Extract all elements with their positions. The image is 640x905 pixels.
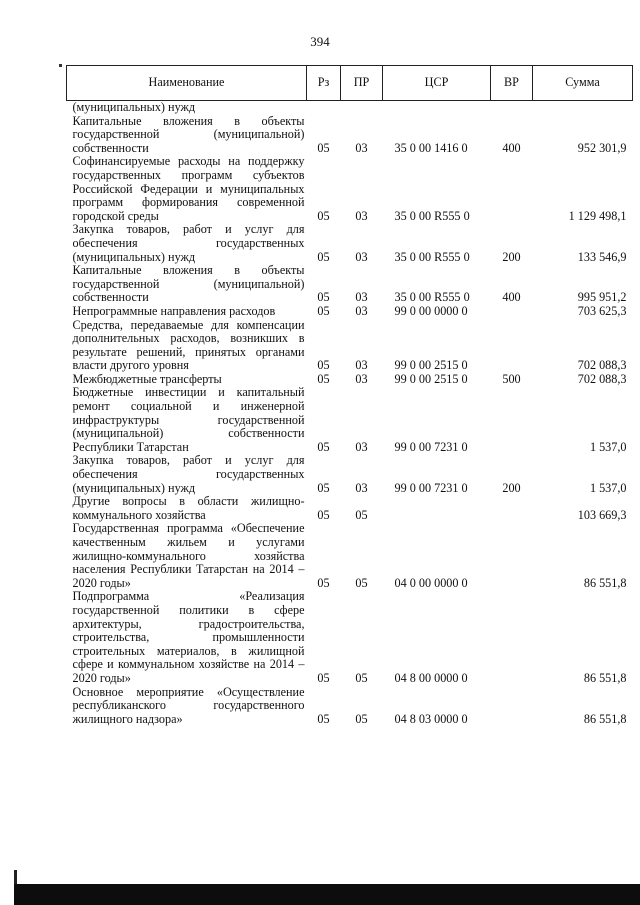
header-rz: Рз (307, 66, 341, 101)
cell-name: Софинансируемые расходы на поддержку государственных программ субъектов Российской Федерации и муниципальных программ формирования современной городской среды (72, 154, 305, 223)
table-row (67, 264, 633, 305)
cell-pr: 03 (355, 140, 368, 155)
cell-csr: 35 0 00 R555 0 (394, 290, 470, 305)
cell-rz: 05 (317, 249, 330, 264)
table-row (67, 495, 633, 522)
cell-rz (307, 101, 341, 115)
cell-csr: 04 0 00 0000 0 (394, 575, 468, 590)
cell-csr: 35 0 00 R555 0 (394, 249, 470, 264)
cell-name: Основное мероприятие «Осуществление республиканского государственного жилищного надзора» (72, 684, 305, 726)
cell-name: (муниципальных) нужд (72, 100, 196, 114)
cell-name: Бюджетные инвестиции и капитальный ремонт социальной и инженерной инфраструктуры государственной (муниципальной) собственности Республики Татарстан (72, 385, 305, 454)
scan-edge (14, 870, 17, 884)
cell-rz: 05 (317, 371, 330, 386)
cell-name: Капитальные вложения в объекты государственной (муниципальной) собственности (72, 263, 305, 305)
cell-csr: 35 0 00 R555 0 (394, 208, 470, 223)
cell-sum (533, 101, 633, 115)
cell-sum: 86 551,8 (583, 575, 627, 590)
cell-sum: 1 129 498,1 (568, 208, 627, 223)
cell-rz: 05 (317, 480, 330, 495)
table-row (67, 101, 633, 115)
cell-pr: 03 (355, 480, 368, 495)
cell-vr: 200 (502, 249, 521, 264)
cell-csr: 99 0 00 2515 0 (394, 371, 468, 386)
cell-rz: 05 (317, 208, 330, 223)
cell-rz: 05 (317, 140, 330, 155)
table-row (67, 305, 633, 319)
cell-rz: 05 (317, 711, 330, 726)
cell-sum: 702 088,3 (577, 358, 627, 373)
cell-pr (341, 101, 383, 115)
cell-pr: 03 (355, 439, 368, 454)
cell-vr (491, 155, 533, 223)
cell-vr (491, 590, 533, 685)
cell-vr (491, 319, 533, 373)
cell-csr: 99 0 00 7231 0 (394, 480, 468, 495)
table-row (67, 373, 633, 387)
cell-name: Капитальные вложения в объекты государственной (муниципальной) собственности (72, 113, 305, 155)
budget-table (66, 65, 633, 726)
cell-pr: 03 (355, 208, 368, 223)
cell-vr (491, 386, 533, 454)
cell-csr: 35 0 00 1416 0 (394, 140, 468, 155)
header-vr: ВР (491, 66, 533, 101)
cell-csr: 99 0 00 7231 0 (394, 439, 468, 454)
table-row (67, 386, 633, 454)
cell-sum: 86 551,8 (583, 711, 627, 726)
cell-name: Непрограммные направления расходов (72, 303, 276, 318)
cell-csr: 04 8 03 0000 0 (394, 711, 468, 726)
table-row (67, 686, 633, 727)
cell-pr: 05 (355, 711, 368, 726)
cell-sum: 703 625,3 (577, 303, 627, 318)
table-row (67, 522, 633, 590)
table-row (67, 115, 633, 156)
cell-pr: 05 (355, 670, 368, 685)
cell-pr: 03 (355, 371, 368, 386)
cell-vr: 200 (502, 480, 521, 495)
cell-csr: 99 0 00 0000 0 (394, 303, 468, 318)
cell-vr (491, 522, 533, 590)
header-pr: ПР (341, 66, 383, 101)
cell-sum: 1 537,0 (589, 480, 627, 495)
table-row (67, 454, 633, 495)
header-name: Наименование (67, 66, 307, 101)
scan-mark (59, 64, 62, 67)
cell-sum: 995 951,2 (577, 290, 627, 305)
cell-rz: 05 (317, 507, 330, 522)
cell-vr: 500 (502, 371, 521, 386)
cell-name: Государственная программа «Обеспечение качественным жильем и услугами жилищно-коммунального хозяйства населения Республики Татарстан на 2014 – 2020 годы» (72, 521, 305, 590)
page-number: 394 (310, 34, 330, 49)
cell-sum: 1 537,0 (589, 439, 627, 454)
cell-name: Межбюджетные трансферты (72, 371, 222, 386)
cell-rz: 05 (317, 358, 330, 373)
cell-sum: 103 669,3 (577, 507, 627, 522)
cell-csr: 99 0 00 2515 0 (394, 358, 468, 373)
cell-vr: 400 (502, 140, 521, 155)
cell-name: Закупка товаров, работ и услуг для обеспечения государственных (муниципальных) нужд (72, 222, 305, 264)
cell-csr: 04 8 00 0000 0 (394, 670, 468, 685)
cell-vr (491, 686, 533, 727)
cell-pr: 05 (355, 575, 368, 590)
cell-pr: 05 (355, 507, 368, 522)
cell-pr: 03 (355, 303, 368, 318)
cell-name: Закупка товаров, работ и услуг для обеспечения государственных (муниципальных) нужд (72, 453, 305, 495)
table-row (67, 590, 633, 685)
cell-pr: 03 (355, 358, 368, 373)
cell-sum: 702 088,3 (577, 371, 627, 386)
cell-sum: 86 551,8 (583, 670, 627, 685)
cell-rz: 05 (317, 290, 330, 305)
table-row (67, 223, 633, 264)
cell-name: Средства, передаваемые для компенсации дополнительных расходов, возникших в результате решений, принятых органами власти другого уровня (72, 317, 305, 373)
cell-vr (491, 101, 533, 115)
table-header (67, 66, 633, 101)
cell-pr: 03 (355, 249, 368, 264)
cell-name: Другие вопросы в области жилищно-коммунального хозяйства (72, 494, 305, 522)
cell-rz: 05 (317, 575, 330, 590)
cell-csr (383, 101, 491, 115)
cell-vr (491, 495, 533, 522)
cell-rz: 05 (317, 303, 330, 318)
scan-border (14, 884, 640, 905)
cell-rz: 05 (317, 670, 330, 685)
cell-name: Подпрограмма «Реализация государственной политики в сфере архитектуры, градостроительства, строительства, промышленности строительных материалов, в жилищной сфере и коммунальном хозяйстве на 2014 – 2020 годы» (72, 589, 305, 685)
cell-vr: 400 (502, 290, 521, 305)
cell-sum: 952 301,9 (577, 140, 627, 155)
cell-pr: 03 (355, 290, 368, 305)
cell-vr (491, 305, 533, 319)
header-csr: ЦСР (383, 66, 491, 101)
cell-csr (383, 495, 491, 522)
header-sum: Сумма (533, 66, 633, 101)
table-row (67, 155, 633, 223)
cell-sum: 133 546,9 (577, 249, 627, 264)
cell-rz: 05 (317, 439, 330, 454)
table-row (67, 319, 633, 373)
table-body (67, 101, 633, 727)
